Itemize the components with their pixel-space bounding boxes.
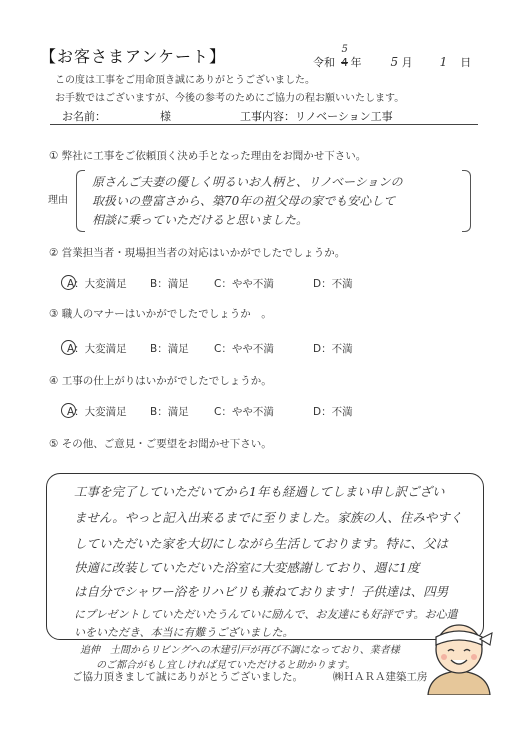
reason-answer-2: 取扱いの豊富さから、築70年の祖父母の家でも安心して (92, 194, 396, 208)
honorific: 様 (160, 110, 171, 123)
intro-line-2: お手数ではございますが、今後の参考のためにご協力の程お願いいたします。 (55, 93, 405, 104)
q3-option-a: A：大変満足 (67, 343, 127, 355)
year-printed: 4 (341, 56, 348, 69)
day-written: 1 (439, 55, 448, 69)
reason-answer-1: 原さんご夫妻の優しく明るいお人柄と、リノベーションの (92, 175, 403, 189)
q2-option-b: B：満足 (150, 278, 189, 290)
year-written: 5 (341, 44, 348, 55)
header-underline (50, 124, 478, 125)
comment-line-2: ません。やっと記入出来るまでに至りました。家族の人、住みやすく (74, 510, 463, 525)
comment-line-6: にプレゼントしていただいたうんていに励んで、お友達にも好評です。お心遣 (74, 608, 458, 621)
comment-line-4: 快適に改装していただいた浴室に大変感謝しており、週に1度 (74, 560, 420, 575)
q3-option-d: D：不満 (313, 343, 353, 355)
company-name: ㈱ＨＡＲＡ建築工房 (333, 671, 428, 683)
reason-bracket-right (462, 170, 471, 232)
month-unit: 月 (401, 56, 413, 69)
postscript-line-1: 追伸 土間からリビングへの木建引戸が再び不調になっており、業者様 (80, 645, 400, 656)
mascot-illustration (422, 615, 496, 695)
comment-line-7: いをいただき、本当に有難うございました。 (74, 626, 294, 639)
question-4: ④ 工事の仕上がりはいかがでしたでしょうか。 (49, 375, 272, 387)
q4-option-a: A：大変満足 (67, 406, 127, 418)
reason-answer-3: 相談に乗っていただけると思いました。 (92, 213, 309, 227)
survey-date (313, 44, 472, 70)
q3-option-b: B：満足 (150, 343, 189, 355)
comment-line-5: は自分でシャワー浴をリハビリも兼ねております！子供達は、四男 (74, 584, 449, 599)
comment-line-1: 工事を完了していただいてから1年も経過してしまい申し訳ござい (74, 484, 445, 499)
era: 令和 (313, 56, 335, 69)
month-written: 5 (390, 55, 399, 69)
name-label: お名前： (62, 110, 106, 123)
q2-option-d: D：不満 (313, 278, 353, 290)
q3-option-c: C：やや不満 (214, 343, 274, 355)
work-content: 工事内容：リノベーション工事 (240, 110, 393, 123)
reason-label: 理由 (48, 195, 68, 206)
footer-thanks: ご協力頂きまして誠にありがとうございました。 (72, 671, 303, 683)
question-3: ③ 職人のマナーはいかがでしたでしょうか 。 (49, 308, 272, 320)
question-2: ② 営業担当者・現場担当者の対応はいかがでしたでしょうか。 (49, 247, 346, 259)
day-unit: 日 (460, 56, 472, 69)
survey-title: 【お客さまアンケート】 (40, 47, 227, 66)
reason-bracket-left (76, 170, 85, 232)
q4-option-c: C：やや不満 (214, 406, 274, 418)
postscript-line-2: のご都合がもし宜しければ見ていただけると助かります。 (96, 660, 356, 671)
comment-line-3: していただいた家を大切にしながら生活しております。特に、父は (74, 536, 449, 551)
question-5: ⑤ その他、ご意見・ご要望をお聞かせ下さい。 (49, 438, 272, 450)
q2-option-c: C：やや不満 (214, 278, 274, 290)
q2-option-a: A：大変満足 (67, 278, 127, 290)
q4-option-b: B：満足 (150, 406, 189, 418)
q4-option-d: D：不満 (313, 406, 353, 418)
question-1: ① 弊社に工事をご依頼頂く決め手となった理由をお聞かせ下さい。 (49, 150, 367, 162)
intro-line-1: この度は工事をご用命頂き誠にありがとうございました。 (55, 75, 315, 86)
year-unit: 年 (350, 56, 362, 69)
